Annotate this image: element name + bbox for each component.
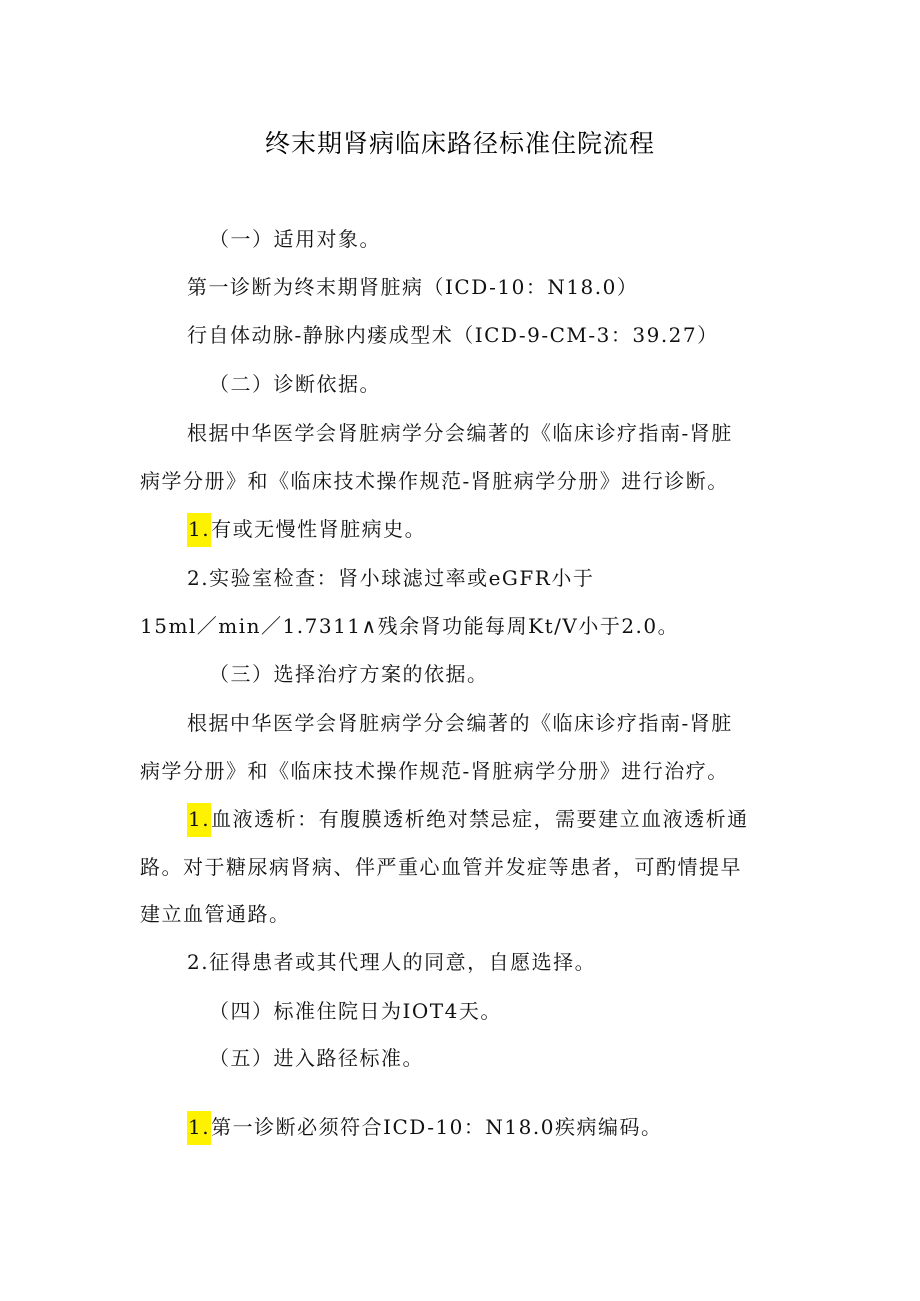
paragraph-line: 根据中华医学会肾脏病学分会编著的《临床诊疗指南-肾脏 [187, 421, 733, 445]
list-item [187, 514, 426, 544]
paragraph-line: 病学分册》和《临床技术操作规范-肾脏病学分册》进行诊断。 [140, 469, 729, 493]
highlighted-number: 1. [187, 803, 211, 837]
list-item-text: 有或无慢性肾脏病史。 [211, 517, 427, 541]
section-heading-3: （三）选择治疗方案的依据。 [209, 662, 489, 686]
paragraph-line: 根据中华医学会肾脏病学分会编著的《临床诊疗指南-肾脏 [187, 711, 733, 735]
section-heading-1: （一）适用对象。 [209, 227, 381, 251]
highlighted-number: 1. [187, 513, 211, 547]
list-item-text: 血液透析：有腹膜透析绝对禁忌症，需要建立血液透析通 [211, 807, 749, 831]
paragraph-line: 路。对于糖尿病肾病、伴严重心血管并发症等患者，可酌情提早 [140, 855, 742, 879]
list-item [187, 1112, 662, 1142]
highlighted-number: 1. [187, 1111, 211, 1145]
document-title: 终末期肾病临床路径标准住院流程 [264, 129, 655, 158]
paragraph-line: 建立血管通路。 [140, 902, 291, 926]
section-heading-2: （二）诊断依据。 [209, 372, 381, 396]
paragraph-line: 2.征得患者或其代理人的同意，自愿选择。 [187, 950, 597, 974]
section-heading-5: （五）进入路径标准。 [209, 1046, 424, 1070]
paragraph-line: 行自体动脉-静脉内瘘成型术（ICD-9-CM-3：39.27） [187, 323, 719, 347]
paragraph-line: 2.实验室检查：肾小球滤过率或eGFR小于 [187, 566, 595, 590]
paragraph-line: 15ml／min／1.7311∧残余肾功能每周Kt/V小于2.0。 [140, 614, 680, 638]
list-item-text: 第一诊断必须符合ICD-10：N18.0疾病编码。 [211, 1115, 663, 1139]
paragraph-line: 病学分册》和《临床技术操作规范-肾脏病学分册》进行治疗。 [140, 759, 729, 783]
section-heading-4: （四）标准住院日为IOT4天。 [209, 999, 502, 1023]
list-item [187, 804, 749, 834]
paragraph-line: 第一诊断为终末期肾脏病（ICD-10：N18.0） [187, 275, 639, 299]
